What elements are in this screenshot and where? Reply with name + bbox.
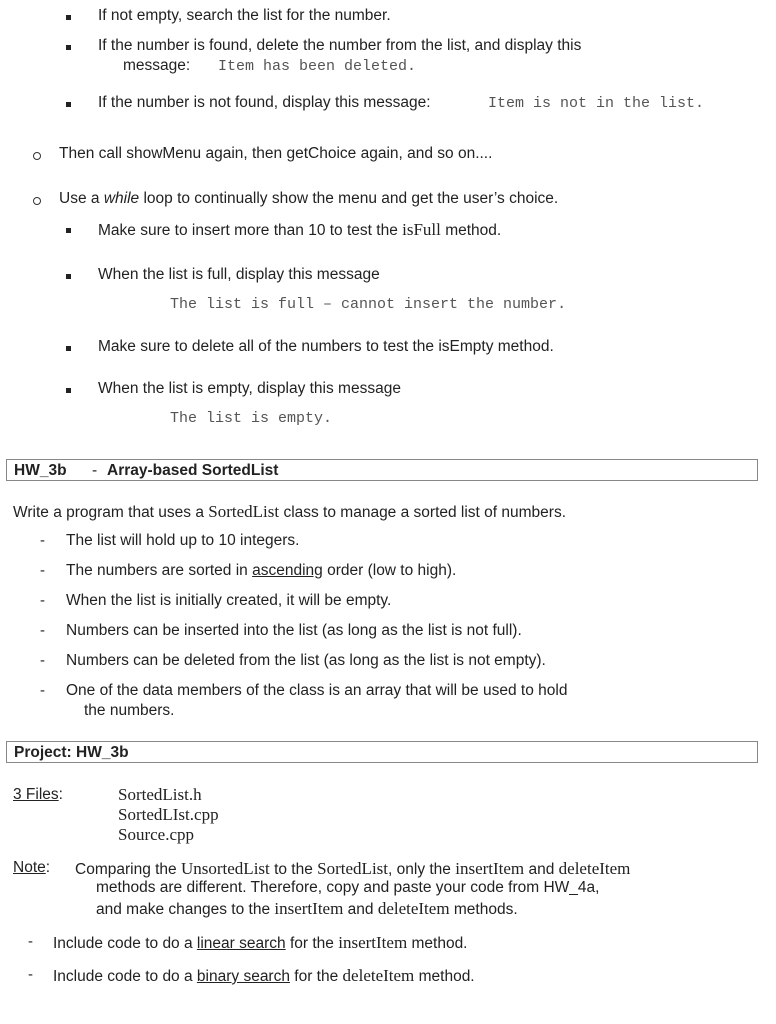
hw-title: Array-based SortedList [107,462,279,479]
final-text: for the [289,935,334,952]
while-prefix: Use a [59,190,100,207]
linear-search-term: linear search [196,935,286,952]
files-label-text: 3 Files [13,786,59,803]
final-binary-search [53,966,475,986]
dash-icon: - [40,682,45,699]
file-sortedlist-h: SortedList.h [118,785,202,804]
dash-icon: - [28,933,33,950]
circle-item-show-menu: Then call showMenu again, then getChoice again, and so on.... [59,145,493,162]
deleteitem-name: deleteItem [342,966,415,985]
bullet-not-found-code: Item is not in the list. [488,95,705,112]
dash-icon: - [40,622,45,639]
bullet-not-found-text: If the number is not found, display this message: [98,94,431,111]
dash-icon: - [40,652,45,669]
files-label [13,786,63,804]
req-array-line1: One of the data members of the class is an array that will be used to hold [66,682,568,699]
bullet-found-message-code: Item has been deleted. [218,58,417,75]
while-suffix: loop to continually show the menu and get the user’s choice. [143,190,559,207]
circle-item-while-loop [59,190,558,208]
square-bullet-icon [66,228,71,233]
note-text: methods. [453,901,518,918]
final-text: method. [418,968,475,985]
bullet-full-message: When the list is full, display this message [98,266,380,283]
isfull-method-name: isFull [402,220,441,239]
req-insert: Numbers can be inserted into the list (as long as the list is not full). [66,622,522,639]
note-text: and make changes to the [96,901,271,918]
note-line1 [75,859,630,879]
files-colon: : [58,786,63,803]
note-line3 [96,899,518,919]
bullet-found-message-label: message: [123,57,191,74]
final-text: for the [294,968,339,985]
square-bullet-icon [66,102,71,107]
dash-icon: - [40,532,45,549]
hw-code: HW_3b [14,462,67,479]
note-text: and [347,901,374,918]
empty-message-code: The list is empty. [170,410,333,427]
square-bullet-icon [66,15,71,20]
ascending-word: ascending [252,562,323,579]
intro-text-end: class to manage a sorted list of numbers. [283,504,567,521]
bullet-search-text: If not empty, search the list for the number. [98,7,391,24]
file-source-cpp: Source.cpp [118,825,195,844]
unsortedlist-name: UnsortedList [180,859,270,878]
sortedlist-class-name: SortedList [208,502,280,521]
file-sortedlist-cpp: SortedLIst.cpp [118,805,219,824]
square-bullet-icon [66,388,71,393]
req-sorted-text: The numbers are sorted in [66,562,248,579]
note-text: to the [274,861,313,878]
square-bullet-icon [66,346,71,351]
insertitem-name: insertItem [455,859,525,878]
dash-icon: - [40,562,45,579]
dash-icon: - [28,966,33,983]
full-message-code: The list is full – cannot insert the number. [170,296,567,313]
insert-test-text: Make sure to insert more than 10 to test the [98,222,398,239]
square-bullet-icon [66,45,71,50]
final-linear-search [53,933,468,953]
bullet-empty-message: When the list is empty, display this message [98,380,401,397]
req-capacity: The list will hold up to 10 integers. [66,532,300,549]
note-text: Comparing the [75,861,177,878]
sortedlist-name: SortedList [317,859,389,878]
req-sorted-end: order (low to high). [327,562,457,579]
note-label-text: Note [13,859,46,876]
note-text: and [528,861,555,878]
note-label [13,859,50,877]
project-title: Project: HW_3b [14,744,129,761]
req-sorted [66,562,456,580]
insert-test-suffix: method. [445,222,502,239]
bullet-found-text: If the number is found, delete the number from the list, and display this [98,37,582,54]
project-header-box [6,741,758,763]
note-text: , only the [388,861,451,878]
final-text: method. [411,935,468,952]
final-text: Include code to do a [53,968,193,985]
hw-header-box [6,459,758,481]
insertitem-name: insertItem [274,899,344,918]
note-line2: methods are different. Therefore, copy and paste your code from HW_4a, [96,879,600,896]
dash-icon: - [40,592,45,609]
req-array-line2: the numbers. [84,702,175,719]
intro-text: Write a program that uses a [13,504,204,521]
deleteitem-name: deleteItem [558,859,631,878]
hw-separator: - [92,462,98,479]
final-text: Include code to do a [53,935,193,952]
bullet-insert-test [98,220,501,240]
req-delete: Numbers can be deleted from the list (as long as the list is not empty). [66,652,546,669]
bullet-delete-test: Make sure to delete all of the numbers to test the isEmpty method. [98,338,554,355]
deleteitem-name: deleteItem [377,899,450,918]
while-keyword: while [103,190,140,207]
req-empty-start: When the list is initially created, it will be empty. [66,592,392,609]
circle-bullet-icon [33,152,41,160]
circle-bullet-icon [33,197,41,205]
binary-search-term: binary search [196,968,290,985]
intro-paragraph [13,502,566,522]
insertitem-name: insertItem [338,933,408,952]
note-colon: : [45,859,51,876]
square-bullet-icon [66,274,71,279]
